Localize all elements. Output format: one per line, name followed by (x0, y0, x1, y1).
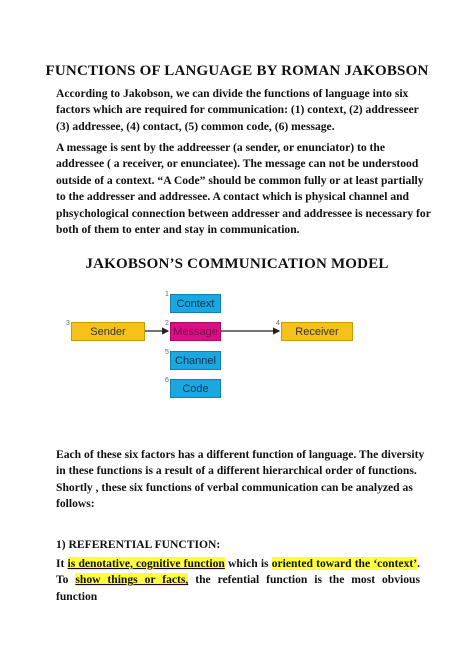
referential-line-1 (56, 556, 420, 572)
factors-line: follows: (56, 497, 95, 511)
sender-number: 3 (66, 320, 70, 327)
channel-box (170, 351, 221, 370)
message-line: addressee ( a receiver, or enunciatee). The message can not be understood (56, 157, 419, 171)
receiver-number: 4 (276, 320, 280, 327)
channel-label: Channel (175, 354, 216, 367)
referential-paragraph (56, 556, 420, 605)
referential-line-2 (56, 572, 420, 605)
factors-line: Shortly , these six functions of verbal communication can be analyzed as (56, 480, 413, 494)
message-line: both of them to enter and stay in communication. (56, 223, 300, 237)
factors-line: in these functions is a result of a different hierarchical order of functions. (56, 464, 417, 478)
factors-paragraph (56, 447, 425, 513)
factors-line: Each of these six factors has a different function of language. The diversity (56, 448, 425, 461)
receiver-label: Receiver (295, 325, 339, 338)
context-label: Context (176, 297, 215, 310)
receiver-box (281, 322, 353, 341)
text-run: . (417, 557, 420, 570)
highlighted-text: show things or facts, (75, 573, 189, 587)
channel-number: 5 (165, 349, 169, 356)
referential-heading: 1) REFERENTIAL FUNCTION: (56, 538, 221, 551)
sender-box (71, 322, 145, 341)
context-number: 1 (165, 291, 169, 298)
text-run: which is (224, 557, 272, 570)
model-heading: JAKOBSON’S COMMUNICATION MODEL (85, 256, 389, 272)
message-line: outside of a context. “A Code” should be common fully or at least partially (56, 173, 424, 187)
code-box (170, 379, 221, 398)
intro-line: (3) addressee, (4) contact, (5) common code, (6) message. (56, 119, 335, 133)
message-box (170, 322, 221, 341)
context-box (170, 294, 221, 313)
text-run: the refential function is the most obvious function (56, 573, 420, 603)
text-run: It (56, 557, 68, 570)
message-line: to the addresser and addressee. A contact which is physical channel and (56, 190, 410, 204)
text-run: To (56, 573, 76, 587)
message-number: 2 (165, 320, 169, 327)
message-label: Message (173, 325, 218, 338)
highlighted-text: oriented toward the ‘context’ (271, 557, 418, 570)
intro-line: According to Jakobson, we can divide the functions of language into six (56, 87, 409, 100)
highlighted-text: is denotative, cognitive function (67, 557, 225, 570)
message-line: A message is sent by the addreesser (a sender, or enunciator) to the (56, 141, 386, 154)
code-number: 6 (165, 377, 169, 384)
code-label: Code (182, 382, 209, 395)
page-title: FUNCTIONS OF LANGUAGE BY ROMAN JAKOBSON (45, 63, 429, 79)
intro-line: factors which are required for communication: (1) context, (2) addresseer (56, 103, 419, 117)
message-line: phsychological connection between addresser and addressee is necessary for (56, 206, 431, 220)
sender-label: Sender (90, 325, 126, 338)
